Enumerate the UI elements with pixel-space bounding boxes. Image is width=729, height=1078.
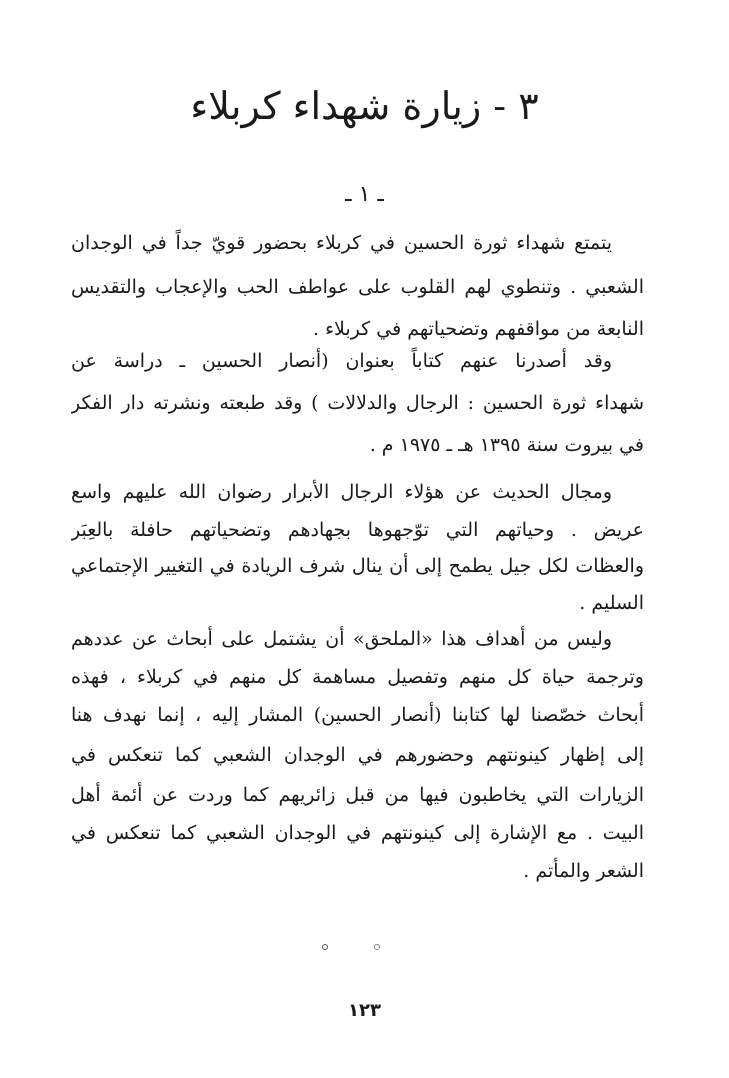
text-line: السليم . [579,592,644,614]
text-line: شهداء ثورة الحسين : الرجال والدلالات ) وقد طبعته ونشرته دار الفكر [71,392,644,414]
chapter-title: ٣ - زيارة شهداء كربلاء [190,84,539,128]
text-line: وترجمة حياة كل منهم وتفصيل مساهمة كل منهم في كربلاء ، فهذه [71,666,644,688]
ornament-divider [300,938,429,958]
text-line: الشعبي . وتنطوي لهم القلوب على عواطف الحب والإعجاب والتقديس [71,276,644,298]
text-line: عريض . وحياتهم التي توّجهوها بجهادهم وتضحياتهم حافلة بالعِبَر [71,519,644,541]
text-line: الشعر والمأتم . [523,860,644,882]
text-line: الزيارات التي يخاطبون فيها من قبل زائريهم كما وردت عن أئمة أهل [71,784,644,806]
section-number: ـ ١ ـ [345,182,384,207]
text-line: في بيروت سنة ١٣٩٥ هـ ـ ١٩٧٥ م . [369,434,644,456]
ornament-dot [322,944,328,950]
text-line: يتمتع شهداء ثورة الحسين في كربلاء بحضور قويّ جداً في الوجدان [71,232,612,254]
ornament-dot [374,944,380,950]
text-line: أبحاث خصّصنا لها كتابنا (أنصار الحسين) المشار إليه ، إنما نهدف هنا [71,704,644,726]
text-line: والعظات لكل جيل يطمح إلى أن ينال شرف الريادة في التغيير الإجتماعي [71,555,644,577]
text-line: البيت . مع الإشارة إلى كينونتهم في الوجدان الشعبي كما تنعكس في [71,822,644,844]
text-line: وليس من أهداف هذا «الملحق» أن يشتمل على أبحاث عن عددهم [71,628,612,650]
text-line: إلى إظهار كينونتهم وحضورهم في الوجدان الشعبي كما تنعكس في [71,744,644,766]
text-line: النابعة من مواقفهم وتضحياتهم في كربلاء . [313,318,644,340]
page-number: ١٢٣ [348,1000,381,1021]
text-line: ومجال الحديث عن هؤلاء الرجال الأبرار رضوان الله عليهم واسع [71,481,612,503]
text-line: وقد أصدرنا عنهم كتاباً بعنوان (أنصار الحسين ـ دراسة عن [71,350,612,372]
